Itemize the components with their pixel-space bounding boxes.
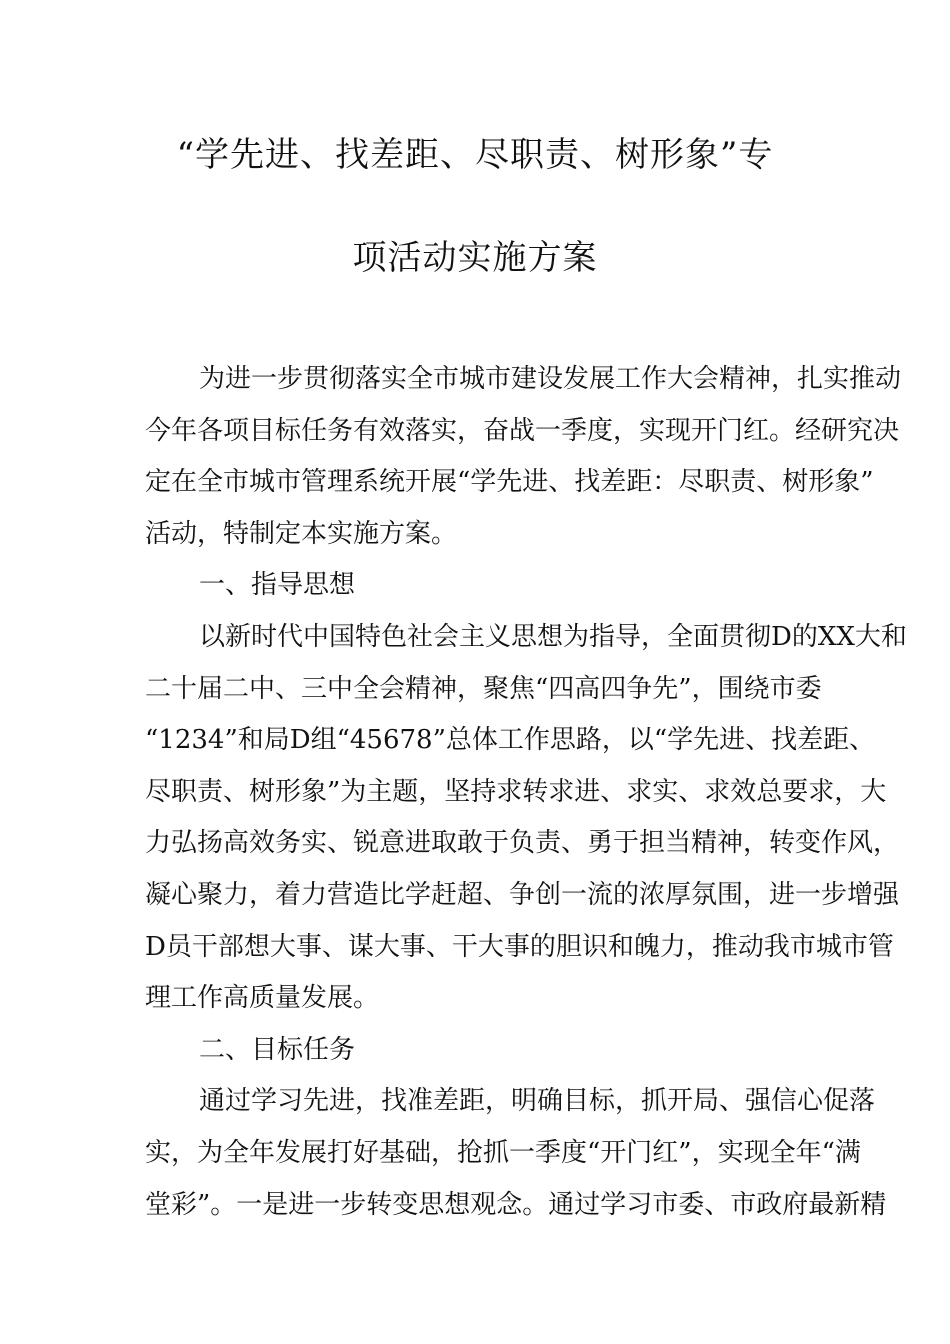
text-line: 实，为全年发展打好基础，抢抓一季度“开门红”，实现全年“满 [145,1137,861,1168]
document-body [145,354,907,1231]
document-title-line-2: 项活动实施方案 [352,238,598,278]
document-title-line-1: “学先进、找差距、尽职责、树形象”专 [176,135,774,175]
text-line: 活动，特制定本实施方案。 [145,518,458,549]
text-line: D员干部想大事、谋大事、干大事的胆识和魄力，推动我市城市管 [145,931,894,962]
text-line: 定在全市城市管理系统开展“学先进、找差距：尽职责、树形象” [145,467,874,498]
text-line: 以新时代中国特色社会主义思想为指导，全面贯彻D的XX大和 [199,621,907,652]
section-heading: 一、指导思想 [199,570,356,601]
text-line: 堂彩”。一是进一步转变思想观念。通过学习市委、市政府最新精 [145,1189,887,1220]
text-line: 通过学习先进，找准差距，明确目标，抓开局、强信心促落 [199,1086,876,1117]
section-heading: 二、目标任务 [199,1034,356,1065]
text-line: 力弘扬高效务实、锐意进取敢于负责、勇于担当精神，转变作风， [145,828,900,859]
text-line: 理工作高质量发展。 [145,983,380,1014]
text-line: 凝心聚力，着力营造比学赶超、争创一流的浓厚氛围，进一步增强 [145,879,900,910]
text-line: 二十届二中、三中全会精神，聚焦“四高四争先”，围绕市委 [145,673,822,704]
text-line: 为进一步贯彻落实全市城市建设发展工作大会精神，扎实推动 [199,364,902,394]
text-line: 今年各项目标任务有效落实，奋战一季度，实现开门红。经研究决 [145,415,900,446]
text-line: 尽职责、树形象”为主题，坚持求转求进、求实、求效总要求，大 [145,776,887,807]
text-line: “1234”和局D组“45678”总体工作思路，以“学先进、找差距、 [145,725,876,756]
